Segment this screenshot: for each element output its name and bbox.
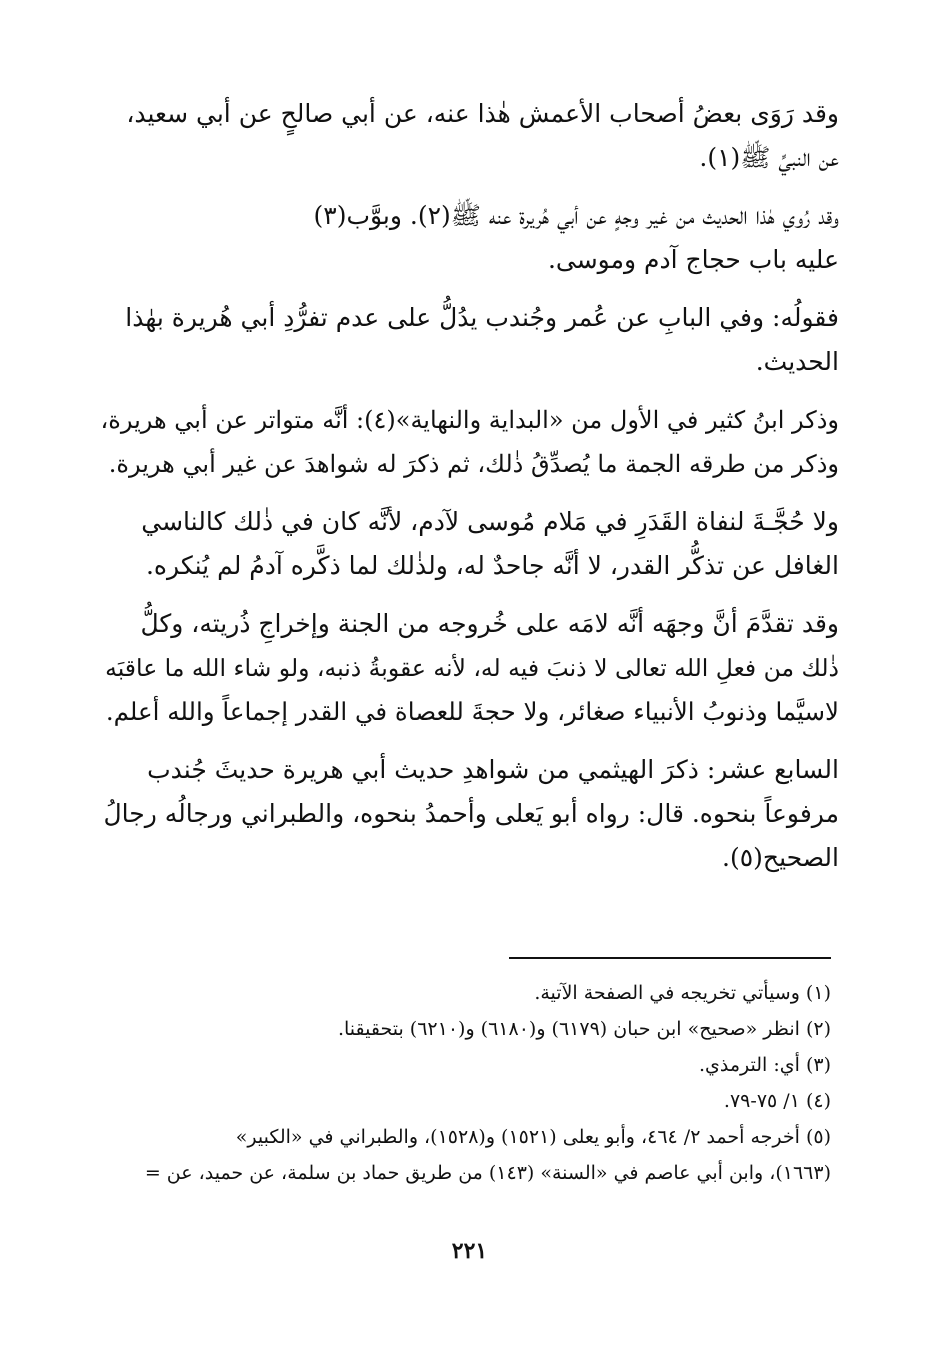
- page-number: ٢٢١: [451, 1238, 488, 1264]
- text-line: وقد تقدَّمَ أنَّ وجهَه أنَّه لامَه على خُروجه من الجنة وإخراجِ ذُريته، وكلُّ: [140, 609, 839, 638]
- paragraph-7: [99, 748, 839, 880]
- text-line: السابع عشر: ذكرَ الهيثمي من شواهدِ حديث أبي هريرة حديثَ جُندب: [147, 755, 839, 784]
- footnote: (٣) أي: الترمذي.: [698, 1054, 831, 1076]
- paragraph-4: [99, 398, 839, 486]
- paragraph-5: [99, 500, 839, 588]
- footnote: (١) وسيأتي تخريجه في الصفحة الآتية.: [534, 982, 831, 1004]
- main-text: [99, 92, 839, 894]
- text-line: الغافل عن تذكُّر القدر، لا أنَّه جاحدٌ له، ولذٰلك لما ذكَّره آدمُ لم يُنكره.: [145, 551, 839, 580]
- footnotes: [99, 975, 831, 1191]
- text-line: الصحيح(٥).: [722, 843, 839, 872]
- text-line: وذكر من طرقه الجمة ما يُصدِّقُ ذٰلك، ثم ذكرَ له شواهدَ عن غير أبي هريرة.: [108, 450, 839, 478]
- footnote: (٢) انظر «صحيح» ابن حبان (٦١٧٩) و(٦١٨٠) و(٦٢١٠) بتحقيقنا.: [337, 1018, 831, 1040]
- text-line: الحديث.: [755, 347, 839, 376]
- footnote: (١٦٦٣)، وابن أبي عاصم في «السنة» (١٤٣) من طريق حماد بن سلمة، عن حميد، عن =: [144, 1162, 831, 1184]
- footnote: (٥) أخرجه أحمد ٢/ ٤٦٤، وأبو يعلى (١٥٢١) و(١٥٢٨)، والطبراني في «الكبير»: [235, 1126, 831, 1148]
- paragraph-1: [99, 92, 839, 180]
- footnote-separator: [509, 957, 831, 959]
- paragraph-3: [99, 296, 839, 384]
- text-line: وقد رُوي هٰذا الحديث من غير وجهٍ عن أبي هُريرة عنه ﷺ(٢). وبوَّب(٣): [313, 201, 839, 230]
- text-line: ولا حُجَّـةَ لنفاة القَدَرِ في مَلام مُوسى لآدم، لأنَّه كان في ذٰلك كالناسي: [141, 507, 839, 536]
- text-line: عليه باب حجاج آدم وموسى.: [547, 245, 839, 274]
- footnote: (٤) ١/ ٧٥-٧٩.: [723, 1090, 831, 1112]
- text-line: عن النبيِّ ﷺ(١).: [699, 143, 839, 172]
- paragraph-6: [99, 602, 839, 734]
- text-line: وقد رَوَى بعضُ أصحاب الأعمش هٰذا عنه، عن أبي صالحٍ عن أبي سعيد،: [126, 99, 839, 128]
- text-line: وذكر ابنُ كثير في الأول من «البداية والنهاية»(٤): أنَّه متواتر عن أبي هريرة،: [100, 406, 839, 434]
- text-line: فقولُه: وفي البابِ عن عُمر وجُندب يدُلُّ على عدم تفرُّدِ أبي هُريرة بهٰذا: [125, 303, 839, 332]
- paragraph-2: [99, 194, 839, 282]
- text-line: ذٰلك من فعلِ الله تعالى لا ذنبَ فيه له، لأنه عقوبةُ ذنبه، ولو شاء الله ما عاقبَه: [105, 654, 839, 682]
- text-line: مرفوعاً بنحوه. قال: رواه أبو يَعلى وأحمدُ بنحوه، والطبراني ورجالُه رجالُ: [103, 799, 839, 828]
- text-line: لاسيَّما وذنوبُ الأنبياء صغائر، ولا حجةَ للعصاة في القدر إجماعاً والله أعلم.: [105, 697, 839, 726]
